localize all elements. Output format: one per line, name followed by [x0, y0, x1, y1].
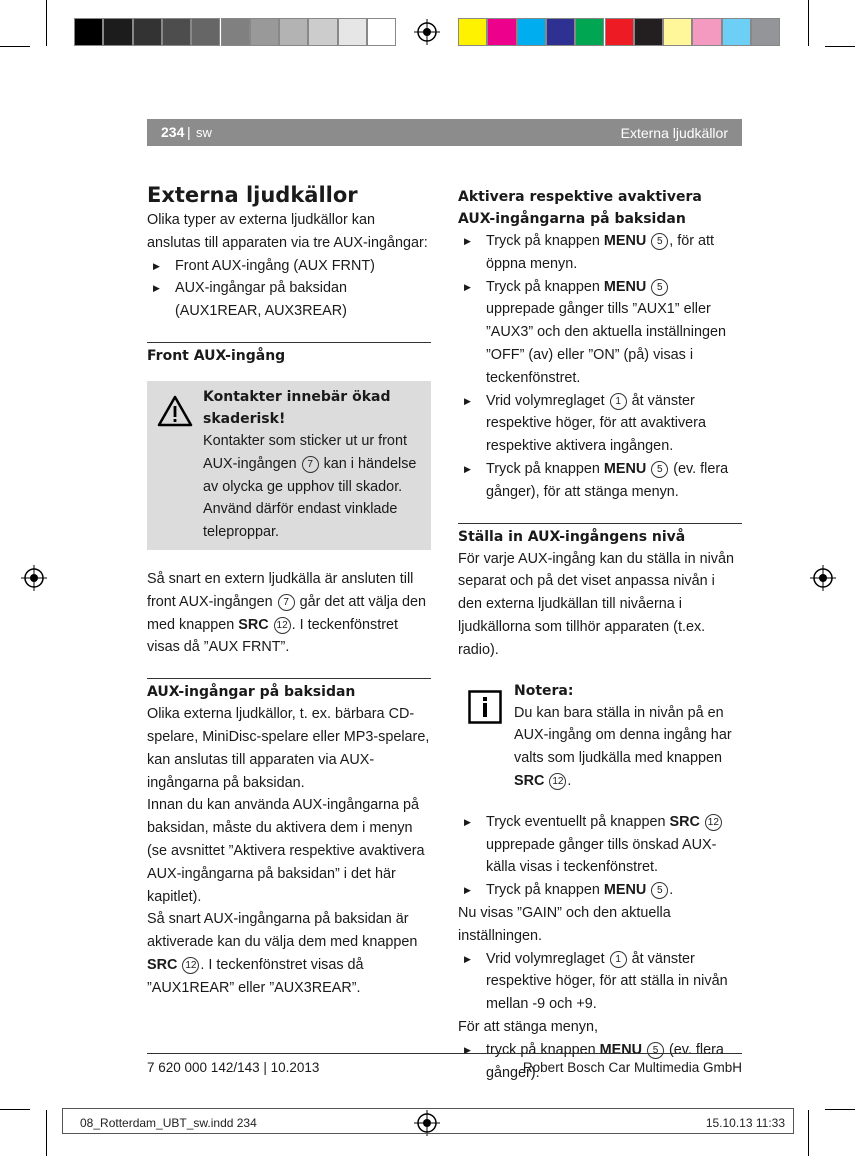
callout-number: 12: [705, 814, 722, 831]
callout-number: 12: [274, 617, 291, 634]
crop-mark: [825, 1109, 855, 1110]
color-swatch: [634, 18, 663, 46]
close-menu-text: För att stänga menyn,: [458, 1018, 598, 1035]
crop-mark: [0, 1109, 30, 1110]
header-separator: |: [187, 124, 191, 140]
list-item: ▶ Tryck på knappen MENU 5 .: [458, 879, 742, 902]
header-title: Externa ljudkällor: [620, 125, 728, 141]
color-swatch: [722, 18, 751, 46]
footer-rule: [147, 1053, 742, 1054]
callout-number: 5: [651, 882, 668, 899]
right-column: [458, 186, 742, 1084]
section-heading-activate: Aktivera respektive avaktivera AUX-ingångarna på baksidan: [458, 189, 702, 227]
warning-text: Kontakter som sticker ut ur front AUX-ingången 7 kan i händelse av olycka ge upphov till skador.: [203, 432, 417, 495]
color-swatch: [692, 18, 721, 46]
color-swatch: [517, 18, 546, 46]
color-swatch: [308, 18, 337, 46]
color-swatch: [487, 18, 516, 46]
warning-advice: Använd därför endast vinklade teleproppar.: [203, 501, 398, 541]
color-swatch: [103, 18, 132, 46]
level-paragraph: För varje AUX-ingång kan du ställa in nivån separat och på det viset anpassa nivån i den externa ljudkällan till nivåerna i ljudkällorna som tillhör apparaten (t.ex. radio).: [458, 550, 734, 658]
list-item: ▶ Vrid volymreglaget 1 åt vänster respektive höger, för att avaktivera respektive aktivera ingången.: [458, 390, 742, 458]
callout-number: 7: [302, 456, 319, 473]
crop-mark: [0, 46, 30, 47]
language-code: sw: [196, 125, 212, 140]
crop-mark: [825, 46, 855, 47]
callout-number: 5: [651, 461, 668, 478]
warning-title: Kontakter innebär ökad skaderisk!: [203, 388, 391, 427]
info-icon: [468, 690, 502, 724]
color-swatch: [221, 18, 250, 46]
registration-mark-icon: [414, 19, 440, 45]
list-item: ▶ AUX-ingångar på baksidan (AUX1REAR, AUX3REAR): [147, 277, 431, 323]
crop-mark: [46, 1110, 47, 1156]
crop-mark: [46, 0, 47, 46]
color-swatch: [367, 18, 396, 46]
color-swatch: [133, 18, 162, 46]
section-divider: [147, 678, 431, 703]
rear-aux-paragraph: Olika externa ljudkällor, t. ex. bärbara CD-spelare, MiniDisc-spelare eller MP3-spelare, kan anslutas till apparaten via AUX-ingångarna på baksidan.: [147, 706, 430, 791]
note-title: Notera:: [514, 682, 574, 699]
list-item: ▶ Tryck eventuellt på knappen SRC 12 upprepade gånger tills önskad AUX-källa visas i teckenfönstret.: [458, 811, 742, 879]
list-item: ▶ Tryck på knappen MENU 5 upprepade gånger tills ”AUX1” eller ”AUX3” och den aktuella inställningen ”OFF” (av) eller ”ON” (på) visas i teckenfönstret.: [458, 276, 742, 390]
section-divider: [458, 523, 742, 548]
warning-box: [147, 381, 431, 550]
callout-number: 12: [549, 773, 566, 790]
left-column: [147, 181, 431, 1000]
color-swatch: [279, 18, 308, 46]
color-swatch: [250, 18, 279, 46]
section-heading-rear-aux: AUX-ingångar på baksidan: [147, 684, 356, 701]
registration-mark-icon: [810, 565, 836, 591]
intro-text: Olika typer av externa ljudkällor kan anslutas till apparaten via tre AUX-ingångar:: [147, 212, 428, 251]
list-item: ▶ Tryck på knappen MENU 5 , för att öppna menyn.: [458, 230, 742, 276]
color-swatch: [74, 18, 103, 46]
list-item: ▶ Tryck på knappen MENU 5 (ev. flera gånger), för att stänga menyn.: [458, 458, 742, 504]
color-swatch: [546, 18, 575, 46]
callout-number: 5: [651, 279, 668, 296]
color-swatch: [605, 18, 634, 46]
button-name: SRC: [238, 616, 269, 633]
callout-number: 1: [610, 393, 627, 410]
rear-aux-paragraph: Så snart AUX-ingångarna på baksidan är aktiverade kan du välja dem med knappen SRC 12 . I teckenfönstret visas då ”AUX1REAR” eller ”AUX3REAR”.: [147, 911, 418, 996]
callout-number: 12: [182, 957, 199, 974]
registration-mark-icon: [21, 565, 47, 591]
callout-number: 5: [651, 233, 668, 250]
color-swatch: [458, 18, 487, 46]
section-heading-front-aux: Front AUX-ingång: [147, 347, 286, 364]
page-title: Externa ljudkällor: [147, 183, 358, 207]
callout-number: 1: [610, 951, 627, 968]
color-swatch: [162, 18, 191, 46]
list-item: ▶ Vrid volymreglaget 1 åt vänster respektive höger, för att ställa in nivån mellan -9 och +9.: [458, 948, 742, 1016]
note-text: Du kan bara ställa in nivån på en AUX-ingång om denna ingång har valts som ljudkälla med knappen SRC 12 .: [514, 704, 732, 789]
color-swatch: [575, 18, 604, 46]
rear-aux-paragraph: Innan du kan använda AUX-ingångarna på baksidan, måste du aktivera dem i menyn (se avsnittet ”Aktivera respektive avaktivera AUX-ingångarna på baksidan” i det här kapitlet).: [147, 797, 425, 905]
warning-triangle-icon: [157, 395, 193, 427]
slug-filename: 08_Rotterdam_UBT_sw.indd 234: [80, 1116, 257, 1130]
footer-doc-number: 7 620 000 142/143 | 10.2013: [147, 1060, 320, 1075]
section-divider: [147, 342, 431, 367]
color-swatch: [751, 18, 780, 46]
color-swatch: [338, 18, 367, 46]
button-name: SRC: [147, 956, 178, 973]
note-box: [458, 680, 742, 793]
list-item: ▶ tryck på knappen MENU 5 (ev. flera gånger).: [458, 1039, 742, 1085]
list-item: ▶ Front AUX-ingång (AUX FRNT): [147, 255, 431, 278]
crop-mark: [808, 0, 809, 46]
slug-date: 15.10.13 11:33: [705, 1116, 785, 1130]
color-swatch: [663, 18, 692, 46]
color-swatch: [191, 18, 220, 46]
section-heading-level: Ställa in AUX-ingångens nivå: [458, 528, 686, 545]
front-aux-text: Så snart en extern ljudkälla är ansluten till front AUX-ingången 7 går det att välja den med knappen SRC 12 . I teckenfönstret visas då ”AUX FRNT”.: [147, 570, 427, 656]
page-header-bar: [147, 119, 742, 146]
callout-number: 7: [278, 594, 295, 611]
callout-number: 5: [647, 1042, 664, 1059]
page-number: 234: [161, 124, 185, 140]
footer-company: Robert Bosch Car Multimedia GmbH: [522, 1060, 742, 1075]
gain-text: Nu visas ”GAIN” och den aktuella inställningen.: [458, 904, 671, 944]
crop-mark: [808, 1110, 809, 1156]
